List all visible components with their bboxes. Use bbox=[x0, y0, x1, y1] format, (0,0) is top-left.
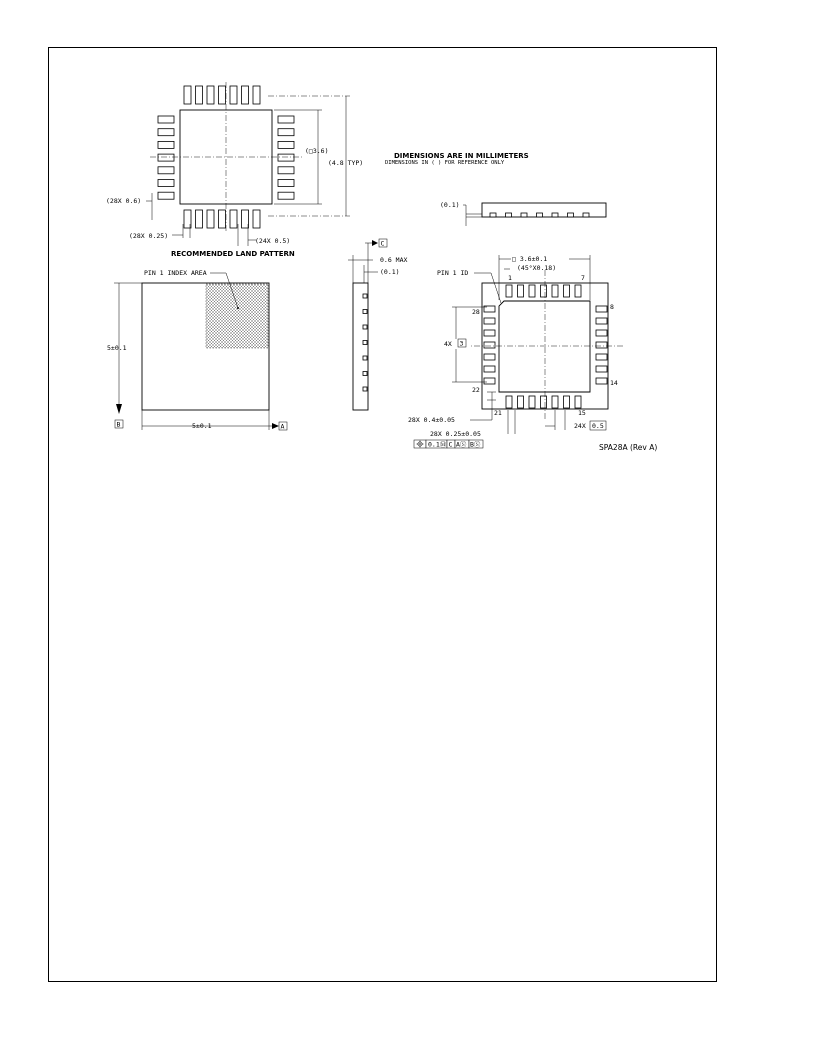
end-lead bbox=[583, 213, 589, 217]
lead bbox=[484, 342, 495, 348]
bottom-view-bottom-leads bbox=[506, 396, 581, 408]
lead bbox=[484, 318, 495, 324]
land-pad bbox=[207, 210, 214, 228]
land-pad bbox=[278, 141, 294, 148]
datum-b-label: B bbox=[116, 420, 121, 429]
side-lead bbox=[363, 356, 367, 360]
land-pad bbox=[158, 192, 174, 199]
land-pad bbox=[278, 116, 294, 123]
units-note: DIMENSIONS ARE IN MILLIMETERS bbox=[394, 152, 529, 160]
dim-4x-label: 4X bbox=[444, 340, 452, 348]
max-height-label: 0.6 MAX bbox=[380, 256, 408, 264]
lead bbox=[596, 318, 607, 324]
side-lead bbox=[363, 325, 367, 329]
pin1-id-label: PIN 1 ID bbox=[437, 269, 469, 277]
dim-4x-value: 3 bbox=[459, 339, 464, 348]
dim-lead-width-label: 28X 0.25±0.05 bbox=[430, 430, 481, 438]
side-lead bbox=[363, 310, 367, 314]
end-lead bbox=[506, 213, 512, 217]
lead bbox=[484, 330, 495, 336]
land-pad bbox=[158, 129, 174, 136]
pin-21-number: 21 bbox=[494, 409, 502, 417]
lead bbox=[484, 366, 495, 372]
dim-pitch-24x: 24X bbox=[574, 422, 586, 430]
dim-pitch-label: (24X 0.5) bbox=[255, 237, 291, 245]
side-lead bbox=[363, 372, 367, 376]
pin-15-number: 15 bbox=[578, 409, 586, 417]
land-pattern bbox=[106, 82, 363, 258]
end-view bbox=[440, 201, 606, 226]
land-pad bbox=[158, 167, 174, 174]
land-pattern-left-pads bbox=[158, 116, 174, 199]
lead bbox=[552, 285, 558, 297]
lead bbox=[596, 330, 607, 336]
land-pattern-title: RECOMMENDED LAND PATTERN bbox=[171, 250, 295, 258]
lead bbox=[529, 396, 535, 408]
land-pad bbox=[158, 116, 174, 123]
land-pad bbox=[219, 86, 226, 104]
fcf-datum-c: C bbox=[448, 440, 453, 449]
dim-lead-length-label: 28X 0.4±0.05 bbox=[408, 416, 455, 424]
reference-note: DIMENSIONS IN ( ) FOR REFERENCE ONLY bbox=[385, 160, 505, 166]
land-pad bbox=[230, 86, 237, 104]
land-pad bbox=[219, 210, 226, 228]
lead bbox=[518, 396, 524, 408]
bottom-view-top-leads bbox=[506, 285, 581, 297]
end-lead bbox=[490, 213, 496, 217]
land-pad bbox=[242, 86, 249, 104]
side-view bbox=[348, 239, 407, 410]
pad-size-label: □ 3.6±0.1 bbox=[512, 255, 548, 263]
drawing-reference: SPA28A (Rev A) bbox=[599, 443, 658, 452]
lead bbox=[529, 285, 535, 297]
chamfer-label: (45°X0.18) bbox=[517, 264, 557, 272]
end-lead bbox=[552, 213, 558, 217]
land-pad bbox=[196, 210, 203, 228]
lead bbox=[596, 378, 607, 384]
fcf-datum-a: AⓈ bbox=[456, 440, 467, 449]
top-view bbox=[107, 269, 287, 431]
pin1-index-label: PIN 1 INDEX AREA bbox=[144, 269, 207, 277]
land-pad bbox=[158, 180, 174, 187]
lead bbox=[575, 396, 581, 408]
dim-height-label: 5±0.1 bbox=[107, 344, 127, 352]
lead bbox=[506, 396, 512, 408]
pin-14-number: 14 bbox=[610, 379, 618, 387]
side-lead bbox=[363, 387, 367, 391]
end-lead bbox=[537, 213, 543, 217]
end-lead bbox=[568, 213, 574, 217]
fcf-tolerance: 0.1Ⓜ bbox=[428, 440, 447, 449]
lead bbox=[596, 342, 607, 348]
pin1-index-area bbox=[206, 284, 268, 348]
land-pad bbox=[158, 141, 174, 148]
bottom-view-left-leads bbox=[484, 306, 495, 384]
side-lead bbox=[363, 341, 367, 345]
land-pattern-bottom-pads bbox=[184, 210, 260, 228]
land-pad bbox=[253, 86, 260, 104]
feature-control-frame bbox=[414, 440, 483, 449]
land-pad bbox=[230, 210, 237, 228]
end-standoff-label: (0.1) bbox=[440, 201, 460, 209]
lead bbox=[541, 396, 547, 408]
land-pattern-top-pads bbox=[184, 86, 260, 104]
lead bbox=[518, 285, 524, 297]
dim-center-label: (□3.6) bbox=[305, 147, 329, 155]
land-pad bbox=[278, 154, 294, 161]
bottom-view-right-leads bbox=[596, 306, 607, 384]
lead bbox=[484, 378, 495, 384]
land-pad bbox=[184, 86, 191, 104]
pin-1-number: 1 bbox=[508, 274, 512, 282]
lead bbox=[596, 306, 607, 312]
lead bbox=[552, 396, 558, 408]
datum-c-label: C bbox=[380, 239, 385, 248]
pin-8-number: 8 bbox=[610, 303, 614, 311]
land-pattern-right-pads bbox=[278, 116, 294, 199]
land-pad bbox=[196, 86, 203, 104]
pin-7-number: 7 bbox=[581, 274, 585, 282]
land-pad bbox=[278, 180, 294, 187]
dim-pitch-value: 0.5 bbox=[592, 422, 604, 430]
bottom-view bbox=[408, 254, 625, 449]
lead bbox=[575, 285, 581, 297]
pin-22-number: 22 bbox=[472, 386, 480, 394]
lead bbox=[484, 354, 495, 360]
dim-width-label: 5±0.1 bbox=[192, 422, 212, 430]
lead bbox=[541, 285, 547, 297]
dim-overall-label: (4.8 TYP) bbox=[328, 159, 364, 167]
lead bbox=[564, 285, 570, 297]
lead bbox=[506, 285, 512, 297]
side-lead bbox=[363, 294, 367, 298]
dim-pad-width-label: (28X 0.25) bbox=[129, 232, 169, 240]
land-pad bbox=[278, 192, 294, 199]
land-pad bbox=[242, 210, 249, 228]
land-pad bbox=[278, 167, 294, 174]
lead bbox=[564, 396, 570, 408]
pin-28-number: 28 bbox=[472, 308, 480, 316]
standoff-label: (0.1) bbox=[380, 268, 400, 276]
end-lead bbox=[521, 213, 527, 217]
lead bbox=[596, 366, 607, 372]
lead bbox=[596, 354, 607, 360]
land-pad bbox=[158, 154, 174, 161]
datum-a-label: A bbox=[280, 422, 285, 431]
land-pad bbox=[253, 210, 260, 228]
land-pad bbox=[278, 129, 294, 136]
fcf-datum-b: BⓈ bbox=[470, 440, 481, 449]
dim-pad-length-label: (28X 0.6) bbox=[106, 197, 142, 205]
land-pad bbox=[207, 86, 214, 104]
exposed-thermal-pad bbox=[499, 301, 590, 392]
